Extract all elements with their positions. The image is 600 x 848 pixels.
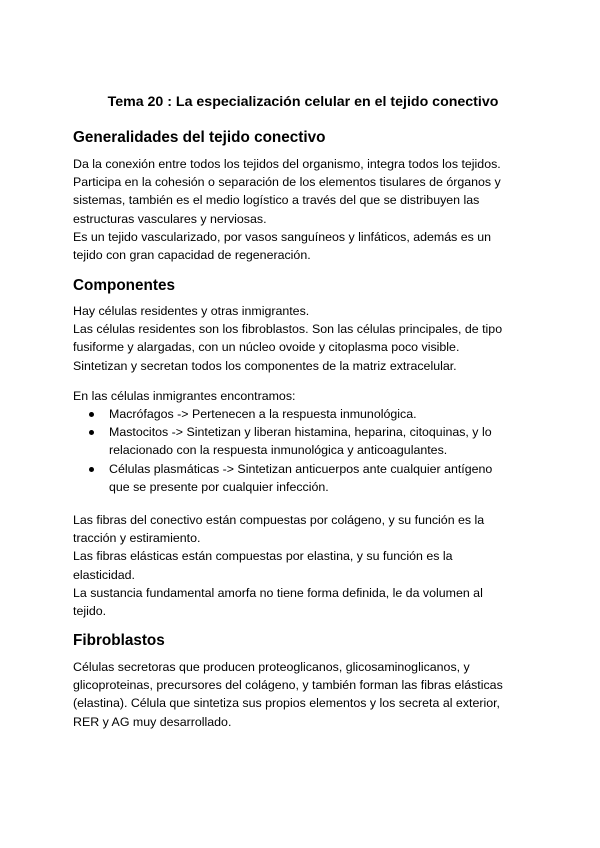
text-line: RER y AG muy desarrollado. — [73, 714, 232, 729]
immigrant-cells-list — [73, 405, 533, 496]
bullet-icon — [89, 430, 94, 435]
text-line: sistemas, también es el medio logístico a través del que se distribuyen las — [73, 193, 480, 208]
section-paragraph-componentes-fibras — [73, 511, 533, 620]
text-line: (elastina). Célula que sintetiza sus propios elementos y los secreta al exterior, — [73, 696, 500, 711]
text-line: En las células inmigrantes encontramos: — [73, 389, 296, 403]
text-line: Hay células residentes y otras inmigrantes. — [73, 304, 310, 318]
text-line: Las fibras del conectivo están compuestas por colágeno, y su función es la — [73, 513, 485, 527]
list-intro — [73, 387, 533, 405]
list-item — [73, 460, 533, 496]
bullet-icon — [89, 467, 94, 472]
text-line: tejido con gran capacidad de regeneración. — [73, 248, 311, 263]
text-line: Mastocitos -> Sintetizan y liberan histamina, heparina, citoquinas, y lo — [109, 425, 492, 440]
text-line: fusiforme y alargadas, con un núcleo ovoide y citoplasma poco visible. — [73, 340, 460, 355]
text-line: Células secretoras que producen proteoglicanos, glicosaminoglicanos, y — [73, 660, 470, 674]
bullet-icon — [89, 412, 94, 417]
text-line: glicoproteinas, precursores del colágeno, y también forman las fibras elásticas — [73, 678, 503, 693]
text-line: tejido. — [73, 604, 107, 619]
text-line: Las células residentes son los fibroblastos. Son las células principales, de tipo — [73, 322, 503, 337]
section-heading-generalidades: Generalidades del tejido conectivo — [73, 129, 326, 146]
text-line: Es un tejido vascularizado, por vasos sanguíneos y linfáticos, además es un — [73, 229, 492, 244]
text-line: Las fibras elásticas están compuestas por elastina, y su función es la — [73, 549, 453, 564]
text-line: Macrófagos -> Pertenecen a la respuesta inmunológica. — [109, 407, 417, 421]
text-line: estructuras vasculares y nerviosas. — [73, 211, 267, 226]
text-line: Participa en la cohesión o separación de los elementos tisulares de órganos y — [73, 175, 501, 190]
section-paragraph-fibroblastos — [73, 658, 533, 731]
list-item — [73, 405, 533, 423]
text-line: relacionado con la respuesta inmunológica y anticoagulantes. — [109, 443, 448, 458]
text-line: La sustancia fundamental amorfa no tiene forma definida, le da volumen al — [73, 585, 483, 600]
section-heading-fibroblastos: Fibroblastos — [73, 632, 165, 649]
text-line: tracción y estiramiento. — [73, 531, 201, 546]
text-line: elasticidad. — [73, 567, 135, 582]
section-paragraph-componentes-intro — [73, 302, 533, 375]
text-line: Da la conexión entre todos los tejidos del organismo, integra todos los tejidos. — [73, 157, 501, 171]
document-title: Tema 20 : La especialización celular en el tejido conectivo — [107, 94, 499, 110]
text-line: que se presente por cualquier infección. — [109, 479, 329, 494]
text-line: Sintetizan y secretan todos los componentes de la matriz extracelular. — [73, 358, 457, 373]
list-item — [73, 423, 533, 459]
section-paragraph-generalidades — [73, 155, 533, 264]
section-heading-componentes: Componentes — [73, 277, 175, 294]
text-line: Células plasmáticas -> Sintetizan anticuerpos ante cualquier antígeno — [109, 461, 493, 476]
